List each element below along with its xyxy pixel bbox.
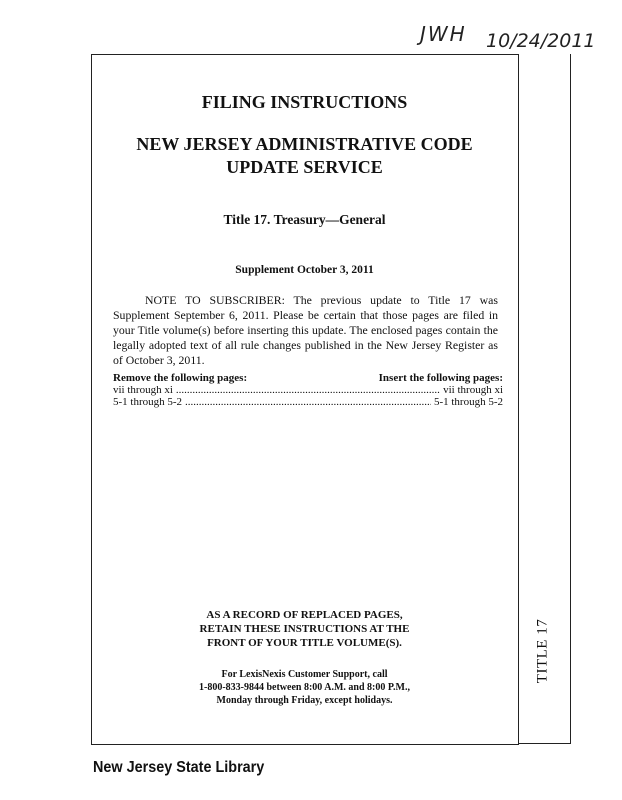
subtitle-line-1: NEW JERSEY ADMINISTRATIVE CODE <box>136 134 473 154</box>
insert-pages: 5-1 through 5-2 <box>433 396 503 408</box>
supplement-date: Supplement October 3, 2011 <box>235 264 374 276</box>
note-to-subscriber <box>113 293 498 368</box>
table-row <box>113 396 503 408</box>
remove-pages: 5-1 through 5-2 <box>113 396 183 408</box>
title-name: Title 17. Treasury—General <box>223 212 386 227</box>
support-line-2: 1-800-833-9844 between 8:00 A.M. and 8:00 P.M., <box>198 682 410 693</box>
insert-header: Insert the following pages: <box>378 372 503 384</box>
library-stamp: New Jersey State Library <box>93 759 265 776</box>
page-title: FILING INSTRUCTIONS <box>201 92 408 112</box>
support-notice <box>91 668 518 707</box>
dot-leader <box>185 396 431 408</box>
note-text: NOTE TO SUBSCRIBER: The previous update to Title 17 was Supplement September 6, 2011. Please be certain that those pages are filed in your Title volume(s) before inserting this update. The enclosed pages contain the legally adopted text of all rule changes published in the New Jersey Register as of October 3, 2011. <box>113 293 498 367</box>
record-line-1: AS A RECORD OF REPLACED PAGES, <box>206 609 403 621</box>
record-notice <box>91 608 518 650</box>
remove-header: Remove the following pages: <box>113 372 248 384</box>
pages-table <box>113 372 503 408</box>
handwritten-initials: JWH <box>420 22 467 46</box>
table-header <box>113 372 503 384</box>
handwritten-date: 10/24/2011 <box>486 30 596 52</box>
remove-pages: vii through xi <box>113 384 173 396</box>
record-line-3: FRONT OF YOUR TITLE VOLUME(S). <box>207 637 402 649</box>
subtitle-line-2: UPDATE SERVICE <box>226 157 383 177</box>
record-line-2: RETAIN THESE INSTRUCTIONS AT THE <box>199 623 410 635</box>
dot-leader <box>176 384 440 396</box>
page-subtitle <box>91 133 518 179</box>
spine-label <box>528 616 558 686</box>
spine-label-text: TITLE 17 <box>534 618 551 684</box>
insert-pages: vii through xi <box>443 384 503 396</box>
support-line-3: Monday through Friday, except holidays. <box>216 695 393 706</box>
table-row <box>113 384 503 396</box>
support-line-1: For LexisNexis Customer Support, call <box>221 669 388 680</box>
